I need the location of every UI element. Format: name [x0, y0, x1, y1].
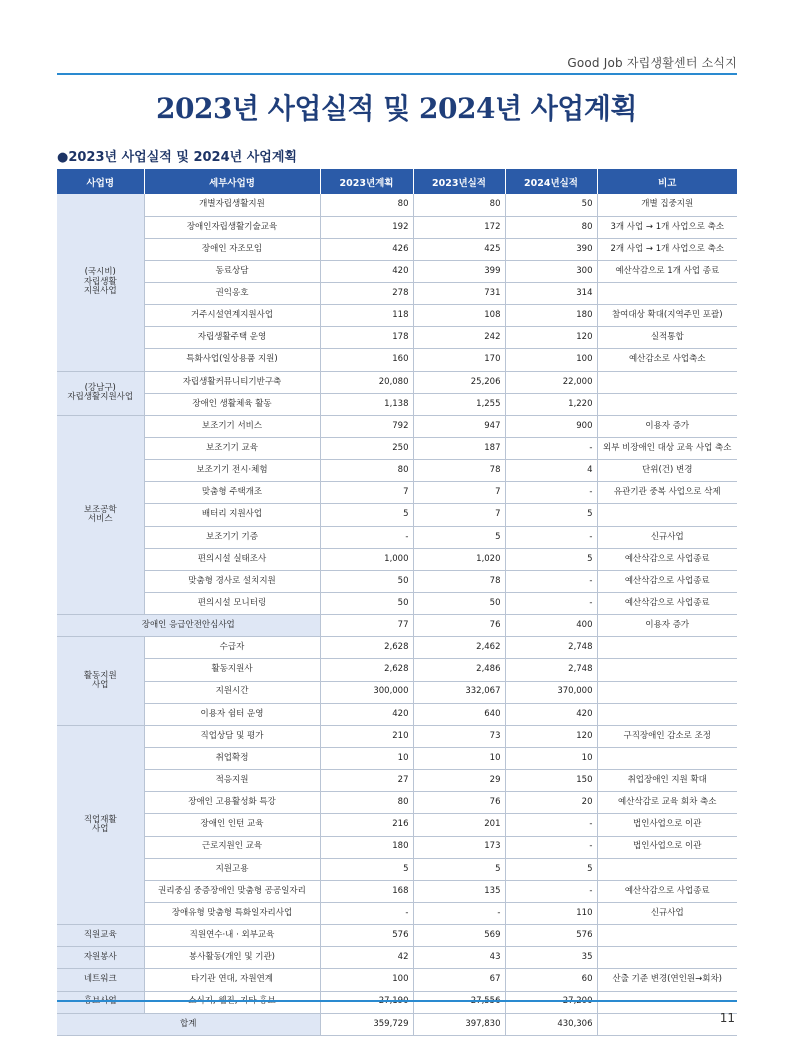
- plan-2023: 278: [320, 283, 413, 305]
- table-row: [57, 770, 737, 792]
- result-2023: [413, 991, 505, 1013]
- column-header: 2024년실적: [505, 169, 597, 194]
- result-2024: 22,000: [505, 371, 597, 393]
- note: 참여대상 확대(지역주민 포괄): [597, 305, 737, 327]
- plan-2023: 118: [320, 305, 413, 327]
- note: [597, 858, 737, 880]
- plan-2023: 100: [320, 969, 413, 991]
- sub-business-name: 봉사활동(개인 및 기관): [144, 947, 320, 969]
- note: 예산삭감로 교육 회차 축소: [597, 792, 737, 814]
- page-number: 11: [719, 1011, 735, 1025]
- table-row: [57, 438, 737, 460]
- plan-2023: 210: [320, 725, 413, 747]
- result-2024: [505, 991, 597, 1013]
- note: 예산삭감으로 사업종료: [597, 570, 737, 592]
- note: [597, 681, 737, 703]
- table-row: [57, 393, 737, 415]
- plan-2023: 10: [320, 748, 413, 770]
- result-2024: -: [505, 526, 597, 548]
- table-row: [57, 947, 737, 969]
- result-2023: 25,206: [413, 371, 505, 393]
- result-2024: 120: [505, 725, 597, 747]
- result-2023: 640: [413, 703, 505, 725]
- result-2024: -: [505, 836, 597, 858]
- table-row: [57, 260, 737, 282]
- plan-2023: 42: [320, 947, 413, 969]
- result-2024: 100: [505, 349, 597, 371]
- table-row: [57, 371, 737, 393]
- table-row: [57, 659, 737, 681]
- table-row: [57, 836, 737, 858]
- plan-2023: 300,000: [320, 681, 413, 703]
- page-title: 2023년 사업실적 및 2024년 사업계획: [156, 92, 637, 125]
- sub-business-name: 장애인 인턴 교육: [144, 814, 320, 836]
- result-2023: 2,462: [413, 637, 505, 659]
- plan-2023: 20,080: [320, 371, 413, 393]
- sub-business-name: 권리중심 중증장애인 맞춤형 공공일자리: [144, 880, 320, 902]
- note: [597, 703, 737, 725]
- sub-business-name: 장애인 자조모임: [144, 238, 320, 260]
- result-2024: 1,220: [505, 393, 597, 415]
- plan-2023: 180: [320, 836, 413, 858]
- business-category: 보조공학 서비스: [57, 415, 144, 614]
- business-category: 직업재활 사업: [57, 725, 144, 924]
- sub-business-name: 수급자: [144, 637, 320, 659]
- result-2023: 2,486: [413, 659, 505, 681]
- sub-business-name: 이용자 쉼터 운영: [144, 703, 320, 725]
- result-2023: 569: [413, 925, 505, 947]
- plan-2023: 50: [320, 593, 413, 615]
- note: 구직장애인 감소로 조정: [597, 725, 737, 747]
- table-row: [57, 814, 737, 836]
- result-2023: 5: [413, 858, 505, 880]
- result-2023: 947: [413, 415, 505, 437]
- sub-business-name: 장애유형 맞춤형 특화일자리사업: [144, 903, 320, 925]
- table-row: [57, 283, 737, 305]
- result-2023: 187: [413, 438, 505, 460]
- note: [597, 659, 737, 681]
- plan-2023: 216: [320, 814, 413, 836]
- table-row: [57, 548, 737, 570]
- table-row: [57, 305, 737, 327]
- table-row: [57, 969, 737, 991]
- sub-business-name: 맞춤형 경사로 설치지원: [144, 570, 320, 592]
- column-header: 2023년계획: [320, 169, 413, 194]
- result-2024: -: [505, 880, 597, 902]
- table-row: [57, 792, 737, 814]
- sub-business-name: 지원고용: [144, 858, 320, 880]
- note: 2개 사업 → 1개 사업으로 축소: [597, 238, 737, 260]
- note: 개별 집중지원: [597, 194, 737, 216]
- table-row: [57, 925, 737, 947]
- plan-2023: 2,628: [320, 637, 413, 659]
- table-row: [57, 703, 737, 725]
- result-2024: 180: [505, 305, 597, 327]
- result-2024: 430,306: [505, 1013, 597, 1035]
- note: 취업장애인 지원 확대: [597, 770, 737, 792]
- result-2024: 5: [505, 504, 597, 526]
- table-row: [57, 194, 737, 216]
- result-2023: 108: [413, 305, 505, 327]
- plan-2023: 168: [320, 880, 413, 902]
- table-row: [57, 858, 737, 880]
- note: 법인사업으로 이관: [597, 814, 737, 836]
- sub-business-name: 보조기기 서비스: [144, 415, 320, 437]
- business-category: 자원봉사: [57, 947, 144, 969]
- note: 단위(건) 변경: [597, 460, 737, 482]
- plan-2023: [320, 991, 413, 1013]
- result-2024: 120: [505, 327, 597, 349]
- plan-2023: 1,000: [320, 548, 413, 570]
- note: 3개 사업 → 1개 사업으로 축소: [597, 216, 737, 238]
- plan-2023: 80: [320, 460, 413, 482]
- sub-business-name: 보조기기 전시·체험: [144, 460, 320, 482]
- note: 예산삭감으로 사업종료: [597, 593, 737, 615]
- publication-name: Good Job 자립생활센터 소식지: [567, 56, 737, 70]
- result-2024: 5: [505, 548, 597, 570]
- plan-2023: 192: [320, 216, 413, 238]
- result-2023: 67: [413, 969, 505, 991]
- sub-business-name: 취업확정: [144, 748, 320, 770]
- result-2023: 10: [413, 748, 505, 770]
- result-2023: 242: [413, 327, 505, 349]
- result-2024: 314: [505, 283, 597, 305]
- plan-2023: 792: [320, 415, 413, 437]
- result-2023: 73: [413, 725, 505, 747]
- sub-business-name: 직원연수·내 · 외부교육: [144, 925, 320, 947]
- plan-2023: 77: [320, 615, 413, 637]
- note: 실적통합: [597, 327, 737, 349]
- result-2023: 201: [413, 814, 505, 836]
- table-row: [57, 216, 737, 238]
- business-table: [57, 169, 737, 1036]
- table-row: [57, 725, 737, 747]
- merged-business-name: 장애인 응급안전안심사업: [57, 615, 320, 637]
- result-2024: -: [505, 482, 597, 504]
- table-row: [57, 482, 737, 504]
- result-2023: 50: [413, 593, 505, 615]
- table-row: [57, 415, 737, 437]
- result-2024: 80: [505, 216, 597, 238]
- note: [597, 637, 737, 659]
- result-2024: 150: [505, 770, 597, 792]
- result-2023: 425: [413, 238, 505, 260]
- plan-2023: 5: [320, 504, 413, 526]
- table-row: [57, 681, 737, 703]
- result-2024: 2,748: [505, 637, 597, 659]
- column-header: 세부사업명: [144, 169, 320, 194]
- result-2023: 5: [413, 526, 505, 548]
- result-2023: 29: [413, 770, 505, 792]
- sub-business-name: 편의시설 모니터링: [144, 593, 320, 615]
- table-row: [57, 460, 737, 482]
- plan-2023: 27: [320, 770, 413, 792]
- sub-business-name: 보조기기 교육: [144, 438, 320, 460]
- result-2024: -: [505, 593, 597, 615]
- plan-2023: 250: [320, 438, 413, 460]
- result-2024: 420: [505, 703, 597, 725]
- plan-2023: 2,628: [320, 659, 413, 681]
- result-2023: 399: [413, 260, 505, 282]
- result-2023: 397,830: [413, 1013, 505, 1035]
- result-2024: 400: [505, 615, 597, 637]
- business-category: (강남구) 자립생활지원사업: [57, 371, 144, 415]
- table-row: [57, 903, 737, 925]
- plan-2023: 426: [320, 238, 413, 260]
- result-2024: 300: [505, 260, 597, 282]
- sub-business-name: 장애인자립생활기술교육: [144, 216, 320, 238]
- note: [597, 925, 737, 947]
- note: 이용자 증가: [597, 415, 737, 437]
- note: 신규사업: [597, 526, 737, 548]
- note: [597, 947, 737, 969]
- result-2024: 5: [505, 858, 597, 880]
- result-2023: 76: [413, 615, 505, 637]
- section-subtitle: ●2023년 사업실적 및 2024년 사업계획: [57, 150, 297, 165]
- sub-business-name: 편의시설 실태조사: [144, 548, 320, 570]
- result-2024: 4: [505, 460, 597, 482]
- plan-2023: 420: [320, 260, 413, 282]
- table-row: [57, 238, 737, 260]
- result-2023: 332,067: [413, 681, 505, 703]
- result-2023: 173: [413, 836, 505, 858]
- column-header: 비고: [597, 169, 737, 194]
- sub-business-name: 배터리 지원사업: [144, 504, 320, 526]
- plan-2023: 160: [320, 349, 413, 371]
- table-row: [57, 526, 737, 548]
- header-divider: [57, 73, 737, 75]
- note: 예산삭감으로 사업종료: [597, 548, 737, 570]
- sub-business-name: 직업상담 및 평가: [144, 725, 320, 747]
- total-label: 합계: [57, 1013, 320, 1035]
- note: [597, 748, 737, 770]
- result-2023: 80: [413, 194, 505, 216]
- plan-2023: 420: [320, 703, 413, 725]
- result-2023: 731: [413, 283, 505, 305]
- table-row: [57, 593, 737, 615]
- sub-business-name: 장애인 생활체육 활동: [144, 393, 320, 415]
- business-category: 네트워크: [57, 969, 144, 991]
- result-2024: 35: [505, 947, 597, 969]
- footer-divider: [57, 1000, 737, 1002]
- result-2023: 170: [413, 349, 505, 371]
- result-2023: 172: [413, 216, 505, 238]
- result-2023: 78: [413, 460, 505, 482]
- sub-business-name: 자립생활주택 운영: [144, 327, 320, 349]
- plan-2023: 1,138: [320, 393, 413, 415]
- table-row: [57, 880, 737, 902]
- sub-business-name: 맞춤형 주택개조: [144, 482, 320, 504]
- table-row: [57, 570, 737, 592]
- result-2024: -: [505, 814, 597, 836]
- sub-business-name: 특화사업(일상용품 지원): [144, 349, 320, 371]
- result-2024: 20: [505, 792, 597, 814]
- column-header: 2023년실적: [413, 169, 505, 194]
- note: [597, 991, 737, 1013]
- result-2024: 60: [505, 969, 597, 991]
- result-2023: 135: [413, 880, 505, 902]
- table-row: [57, 327, 737, 349]
- sub-business-name: 장애인 고용활성화 특강: [144, 792, 320, 814]
- business-category: 직원교육: [57, 925, 144, 947]
- business-category: (국시비) 자립생활 지원사업: [57, 194, 144, 371]
- result-2023: 7: [413, 504, 505, 526]
- note: 예산삭감으로 사업종료: [597, 880, 737, 902]
- result-2024: 900: [505, 415, 597, 437]
- plan-2023: 80: [320, 194, 413, 216]
- business-category: 활동지원 사업: [57, 637, 144, 726]
- result-2024: 10: [505, 748, 597, 770]
- plan-2023: 50: [320, 570, 413, 592]
- sub-business-name: 타기관 연대, 자원연계: [144, 969, 320, 991]
- note: 예산감소로 사업축소: [597, 349, 737, 371]
- plan-2023: 178: [320, 327, 413, 349]
- business-category: [57, 991, 144, 1013]
- table-row: [57, 615, 737, 637]
- plan-2023: 576: [320, 925, 413, 947]
- note: 외부 비장애인 대상 교육 사업 축소: [597, 438, 737, 460]
- sub-business-name: 개별자립생활지원: [144, 194, 320, 216]
- table-row: [57, 349, 737, 371]
- note: 예산삭감으로 1개 사업 종료: [597, 260, 737, 282]
- result-2023: 43: [413, 947, 505, 969]
- result-2024: 370,000: [505, 681, 597, 703]
- result-2024: 390: [505, 238, 597, 260]
- table-row: [57, 748, 737, 770]
- plan-2023: 359,729: [320, 1013, 413, 1035]
- sub-business-name: 자립생활커뮤니티기반구축: [144, 371, 320, 393]
- note: 신규사업: [597, 903, 737, 925]
- result-2023: 1,255: [413, 393, 505, 415]
- result-2023: 76: [413, 792, 505, 814]
- result-2024: 50: [505, 194, 597, 216]
- plan-2023: 7: [320, 482, 413, 504]
- result-2024: -: [505, 438, 597, 460]
- note: [597, 1013, 737, 1035]
- result-2024: 2,748: [505, 659, 597, 681]
- sub-business-name: 활동지원사: [144, 659, 320, 681]
- result-2024: 110: [505, 903, 597, 925]
- sub-business-name: 근로지원인 교육: [144, 836, 320, 858]
- note: [597, 504, 737, 526]
- sub-business-name: 권익옹호: [144, 283, 320, 305]
- result-2023: 7: [413, 482, 505, 504]
- result-2023: 78: [413, 570, 505, 592]
- note: [597, 283, 737, 305]
- result-2024: -: [505, 570, 597, 592]
- table-row: [57, 637, 737, 659]
- result-2023: 1,020: [413, 548, 505, 570]
- note: [597, 393, 737, 415]
- note: [597, 371, 737, 393]
- sub-business-name: [144, 991, 320, 1013]
- total-row: [57, 1013, 737, 1035]
- plan-2023: 5: [320, 858, 413, 880]
- note: 법인사업으로 이관: [597, 836, 737, 858]
- sub-business-name: 보조기기 기증: [144, 526, 320, 548]
- plan-2023: -: [320, 526, 413, 548]
- column-header: 사업명: [57, 169, 144, 194]
- sub-business-name: 거주시설연계지원사업: [144, 305, 320, 327]
- table-header-row: [57, 169, 737, 194]
- sub-business-name: 지원시간: [144, 681, 320, 703]
- note: 산출 기준 변경(연인원→회차): [597, 969, 737, 991]
- plan-2023: -: [320, 903, 413, 925]
- note: 유관기관 중복 사업으로 삭제: [597, 482, 737, 504]
- sub-business-name: 동료상담: [144, 260, 320, 282]
- table-row: [57, 991, 737, 1013]
- result-2024: 576: [505, 925, 597, 947]
- sub-business-name: 적응지원: [144, 770, 320, 792]
- table-row: [57, 504, 737, 526]
- result-2023: -: [413, 903, 505, 925]
- note: 이용자 증가: [597, 615, 737, 637]
- plan-2023: 80: [320, 792, 413, 814]
